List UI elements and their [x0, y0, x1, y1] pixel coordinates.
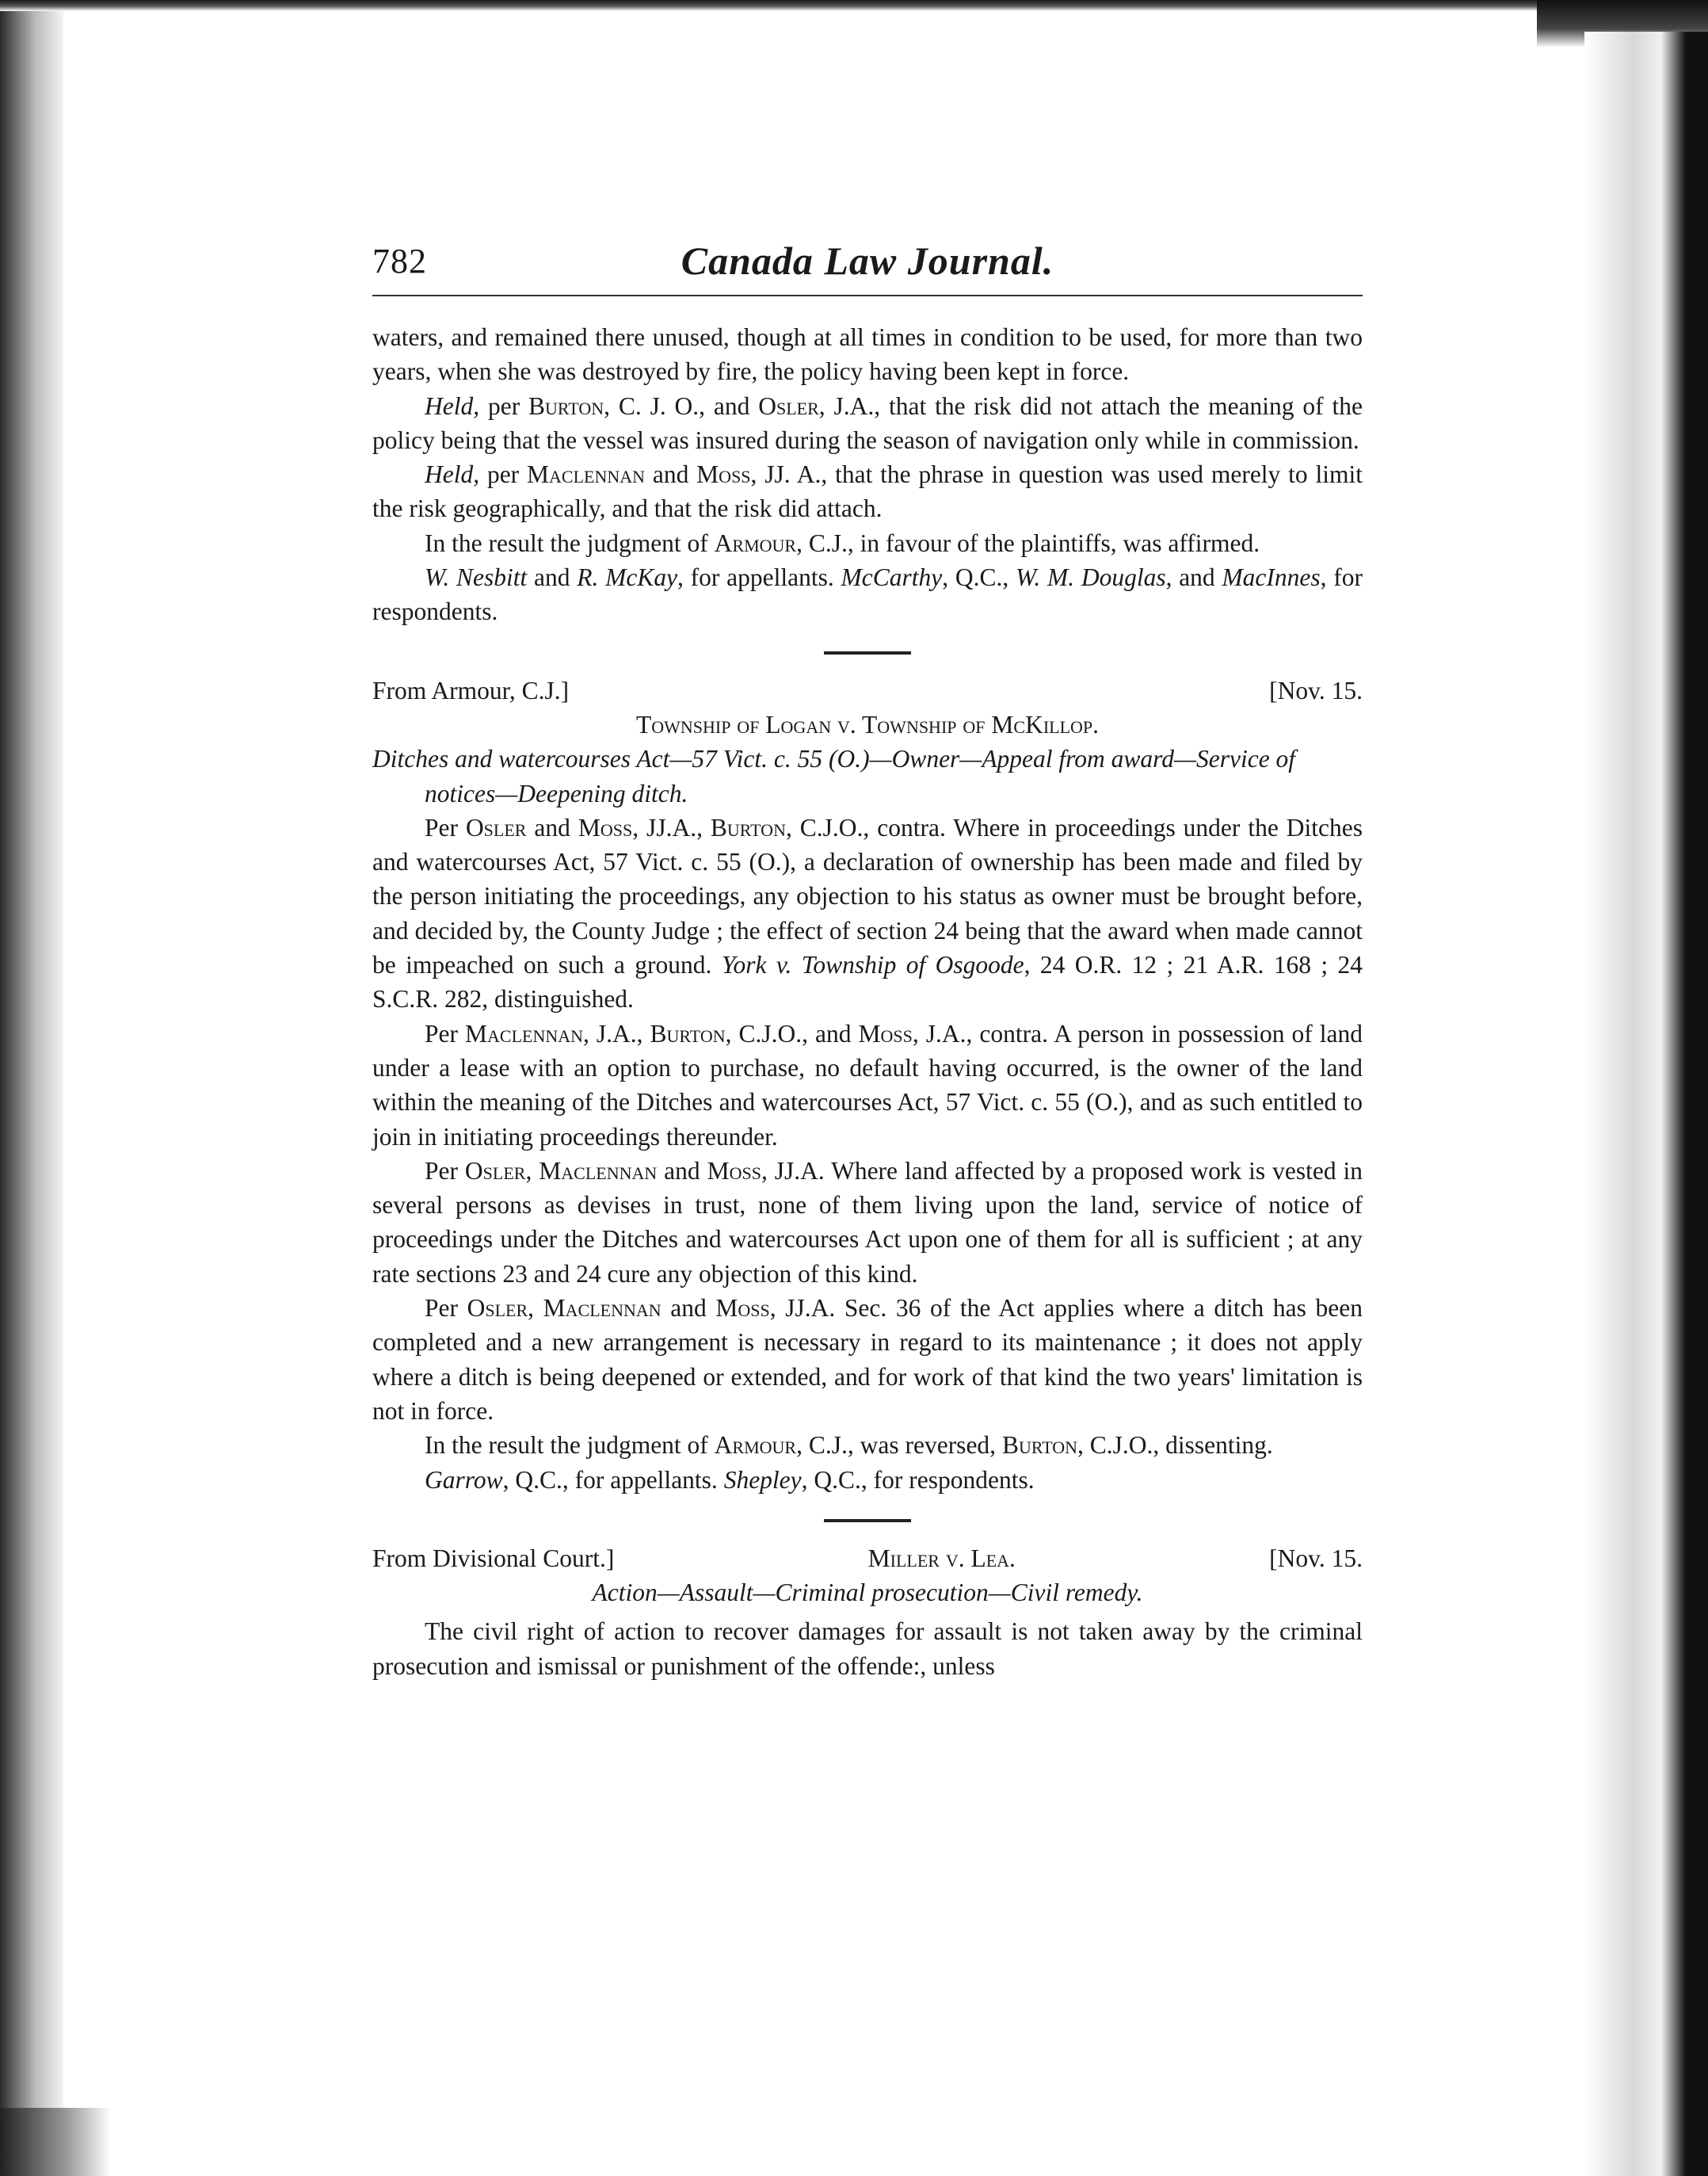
case3-citation-line: [372, 1541, 1363, 1575]
journal-title: Canada Law Journal.: [681, 239, 1054, 283]
scan-edge-bottom-left: [0, 2108, 111, 2176]
case3-title: Miller v. Lea.: [867, 1544, 1016, 1572]
case2-counsel: Garrow, Q.C., for appellants. Shepley, Q.C., for respondents.: [425, 1465, 1035, 1494]
case2-per-maclennan: Per Maclennan, J.A., Burton, C.J.O., and Moss, J.A., contra. A person in possession of land under a lease with an option to purchase, no default having occurred, is the owner of the land within the meaning of the Ditches and watercourses Act, 57 Vict. c. 55 (O.), and as such entitled to join in initiating proceedings thereunder.: [372, 1019, 1363, 1151]
case1-held-osler: Held, per Burton, C. J. O., and Osler, J.A., that the risk did not attach the meaning of the policy being that the vessel was insured during the season of navigation only while in commission.: [372, 391, 1363, 454]
page-header: [372, 238, 1363, 296]
case1-counsel: W. Nesbitt and R. McKay, for appellants. McCarthy, Q.C., W. M. Douglas, and MacInnes, for respondents.: [372, 563, 1363, 626]
journal-page: [372, 238, 1363, 1683]
scan-edge-right: [1584, 32, 1708, 2176]
case2-per-osler-sec36: Per Osler, Maclennan and Moss, JJ.A. Sec. 36 of the Act applies where a ditch has been completed and a new arrangement is necessary in regard to its maintenance ; it does not apply where a ditch is being deepened or extended, and for work of that kind the two years' limitation is not in force.: [372, 1294, 1363, 1425]
case2-citation-line: [372, 674, 1363, 708]
case3-paragraph: The civil right of action to recover damages for assault is not taken away by the criminal prosecution and ismissal or punishment of the offende:, unless: [372, 1617, 1363, 1680]
scan-edge-left: [0, 0, 63, 2176]
case2-per-osler-service: Per Osler, Maclennan and Moss, JJ.A. Where land affected by a proposed work is vested in several persons as devises in trust, none of them living upon the land, service of notice of proceedings under the Ditches and watercourses Act upon one of them for all is sufficient ; at any rate sections 23 and 24 cure any objection of this kind.: [372, 1156, 1363, 1288]
case2-per-osler: Per Osler and Moss, JJ.A., Burton, C.J.O., contra. Where in proceedings under the Ditches and watercourses Act, 57 Vict. c. 55 (O.), a declaration of ownership has been made and filed by the person initiating the proceedings, any objection to his status as owner must be brought before, and decided by, the County Judge ; the effect of section 24 being that the award when made cannot be impeached on such a ground. York v. Township of Osgoode, 24 O.R. 12 ; 21 A.R. 168 ; 24 S.C.R. 282, distinguished.: [372, 813, 1363, 1014]
case3-date: [Nov. 15.: [1269, 1544, 1363, 1572]
case2-from-court: From Armour, C.J.]: [372, 676, 570, 704]
page-number: 782: [372, 242, 427, 281]
scan-edge-top: [0, 0, 1708, 11]
case2-result: In the result the judgment of Armour, C.J., was reversed, Burton, C.J.O., dissenting.: [425, 1431, 1273, 1460]
case1-paragraph: waters, and remained there unused, though at all times in condition to be used, for more than two years, when she was destroyed by fire, the policy having been kept in force.: [372, 323, 1363, 386]
case2-date: [Nov. 15.: [1269, 676, 1363, 704]
case1-held-maclennan: Held, per Maclennan and Moss, JJ. A., that the phrase in question was used merely to limit the risk geographically, and that the risk did attach.: [372, 460, 1363, 523]
section-divider: [824, 1519, 911, 1522]
case2-headnote: Ditches and watercourses Act—57 Vict. c. 55 (O.)—Owner—Appeal from award—Service of notices—Deepening ditch.: [372, 745, 1296, 807]
case3-headnote: Action—Assault—Criminal prosecution—Civil remedy.: [592, 1579, 1143, 1607]
page-body: [372, 320, 1363, 1683]
case3-from-court: From Divisional Court.]: [372, 1544, 615, 1572]
case2-title: Township of Logan v. Township of McKillop.: [635, 710, 1100, 739]
case1-result: In the result the judgment of Armour, C.J., in favour of the plaintiffs, was affirmed.: [425, 529, 1260, 557]
section-divider: [824, 651, 911, 655]
